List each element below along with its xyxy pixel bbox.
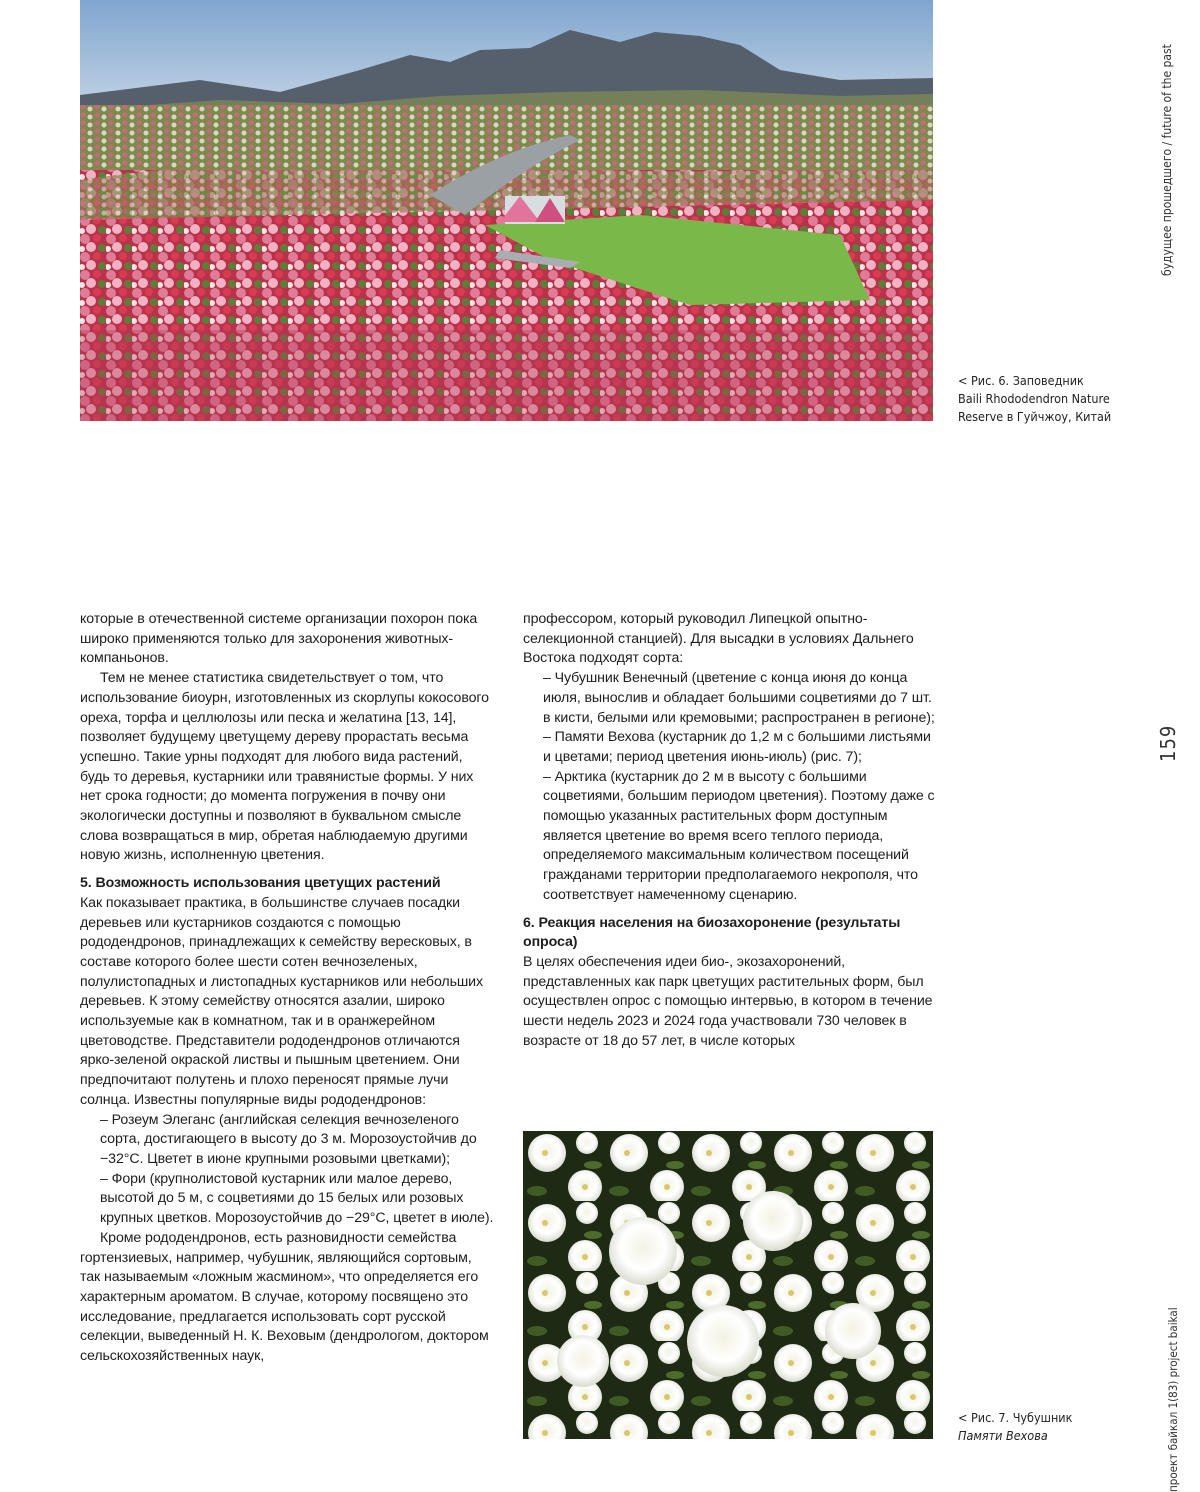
figure-7-photo (523, 1131, 933, 1439)
list-item: – Фори (крупнолистовой кустарник или малое дерево, высотой до 5 м, с соцветиями до 15 белых или розовых крупных цветков. Морозоустойчив до −29°C, цветет в июле). (100, 1170, 494, 1227)
section-heading-6: 6. Реакция населения на биозахоронение (результаты опроса) (523, 914, 901, 951)
list-item: – Розеум Элеганс (английская селекция вечнозеленого сорта, достигающего в высоту до 3 м. Морозоустойчив до −32°C. Цветет в июне крупными розовыми цветками); (100, 1111, 477, 1167)
mock-orange-flowers-image (523, 1131, 933, 1439)
section-heading-5: 5. Возможность использования цветущих растений (80, 875, 441, 892)
paragraph: Кроме рододендронов, есть разновидности семейства гортензиевых, например, чубушник, являющийся сортовым, так называемым «ложным жасмином», что определяется его характерным ароматом. В случае, которому посвящено это исследование, предлагается использовать сорт русской селекции, выведенный Н. К. Веховым (дендрологом, доктором сельскохозяйственных наук, (80, 1229, 489, 1365)
caption-line: Reserve в Гуйчжоу, Китай (958, 409, 1112, 424)
page-number: 159 (1156, 724, 1180, 762)
running-head: будущее прошедшего / future of the past (1160, 44, 1174, 276)
figure-7-caption (958, 1409, 1128, 1445)
list-item: – Чубушник Венечный (цветение с конца июня до конца июля, вынослив и обладает большими соцветиями до 7 шт. в кисти, белыми или кремовыми; распространен в регионе); (543, 670, 935, 726)
paragraph: профессором, который руководил Липецкой опытно-селекционной станцией). Для высадки в условиях Дальнего Востока подходят сорта: (523, 611, 914, 667)
paragraph: В целях обеспечения идеи био-, экозахоронений, представленных как парк цветущих растительных форм, был осуществлен опрос с помощью интервью, в котором в течение шести недель 2023 и 2024 года участвовали 730 человек в возрасте от 18 до 57 лет, в числе которых (523, 953, 933, 1049)
paragraph: которые в отечественной системе организации похорон пока широко применяются только для захоронения животных-компаньонов. (80, 611, 478, 667)
caption-line: Памяти Вехова (958, 1428, 1048, 1443)
list-item: – Памяти Вехова (кустарник до 1,2 м с большими листьями и цветами; период цветения июнь-июль) (рис. 7); (543, 729, 931, 765)
paragraph: Тем не менее статистика свидетельствует о том, что использование биоурн, изготовленных из скорлупы кокосового ореха, торфа и целлюлозы или песка и желатина [13, 14], позволяет будущему цветущему дереву прорастать весьма успешно. Такие урны подходят для любого вида растений, будь то деревья, кустарники или травянистые формы. У них нет срока годности; до момента погружения в почву они экологически доступны и позволяют в буквальном смысле слова возвращаться в мир, обретая наблюдаемую другими новую жизнь, исполненную цветения. (80, 670, 489, 864)
caption-line: < Рис. 6. Заповедник (958, 373, 1084, 388)
figure-6-photo (80, 0, 933, 421)
left-text-column (80, 610, 494, 1367)
caption-line: < Рис. 7. Чубушник (958, 1410, 1073, 1425)
list-item: – Арктика (кустарник до 2 м в высоту с большими соцветиями, большим периодом цветения). Поэтому даже с помощью указанных растительных форм доступным является цветение во время всего теплого периода, определяемого максимальным количеством посещений гражданами территории предполагаемого некрополя, что соответствует намеченному сценарию. (543, 768, 935, 903)
journal-footer: проект байкал 1(83) project baikal (1166, 1307, 1180, 1492)
caption-line: Baili Rhododendron Nature (958, 391, 1110, 406)
paragraph: Как показывает практика, в большинстве случаев посадки деревьев или кустарников создаются с помощью рододендронов, принадлежащих к семейству вересковых, в составе которого более шести сотен вечнозеленых, полулистопадных и листопадных кустарников или небольших деревьев. К этому семейству относятся азалии, широко используемые как в комнатном, так и в оранжерейном цветоводстве. Представители рододендронов отличаются ярко-зеленой окраской листвы и пышным цветением. Они предпочитают полутень и плохо переносят прямые лучи солнца. Известны популярные виды рододендронов: (80, 894, 483, 1108)
rhododendron-landscape-image (80, 0, 933, 421)
right-text-column (523, 610, 937, 1051)
figure-6-caption (958, 372, 1128, 426)
